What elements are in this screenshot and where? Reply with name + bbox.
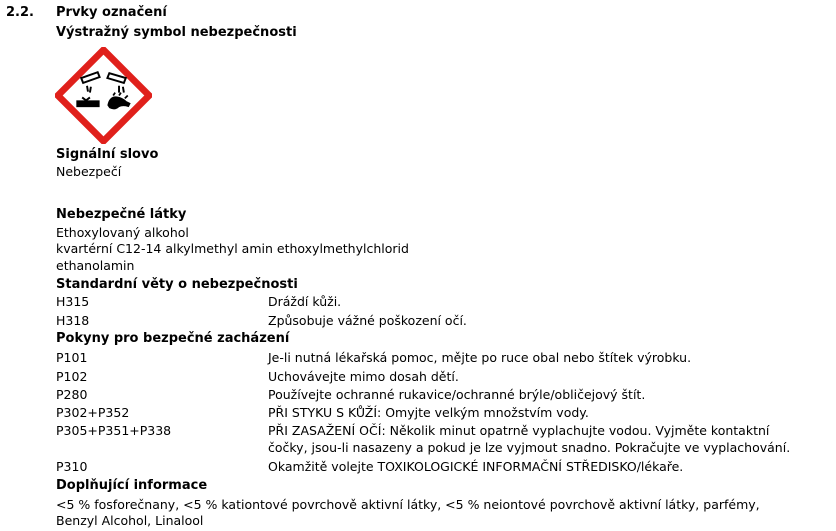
additional-heading: Doplňující informace [56, 478, 208, 493]
additional-text: Benzyl Alcohol, Linalool [56, 513, 204, 528]
hazard-code: H315 [56, 294, 90, 309]
precaution-code: P302+P352 [56, 405, 130, 420]
precaution-code: P310 [56, 459, 88, 474]
precaution-heading: Pokyny pro bezpečné zacházení [56, 331, 290, 346]
substance-item: kvartérní C12-14 alkylmethyl amin ethoxylmethylchlorid [56, 241, 409, 256]
precaution-code: P305+P351+P338 [56, 423, 172, 438]
precaution-code: P101 [56, 350, 88, 365]
precaution-text: Okamžitě volejte TOXIKOLOGICKÉ INFORMAČNÍ STŘEDISKO/lékaře. [268, 459, 684, 474]
substance-item: ethanolamin [56, 258, 135, 273]
precaution-text: Uchovávejte mimo dosah dětí. [268, 369, 459, 384]
additional-text: <5 % fosforečnany, <5 % kationtové povrchově aktivní látky, <5 % neiontové povrchově aktivní látky, parfémy, [56, 497, 760, 512]
section-title: Prvky označení [56, 5, 167, 20]
precaution-text: Je-li nutná lékařská pomoc, mějte po ruce obal nebo štítek výrobku. [268, 350, 692, 365]
precaution-text: Používejte ochranné rukavice/ochranné brýle/obličejový štít. [268, 387, 646, 402]
ghs05-corrosion-icon [55, 47, 152, 144]
section-number: 2.2. [6, 5, 34, 20]
substance-item: Ethoxylovaný alkohol [56, 225, 189, 240]
precaution-text: PŘI STYKU S KŮŽÍ: Omyjte velkým množstvím vody. [268, 405, 589, 420]
pictogram-heading: Výstražný symbol nebezpečnosti [56, 25, 297, 40]
precaution-code: P280 [56, 387, 88, 402]
hazard-heading: Standardní věty o nebezpečnosti [56, 277, 298, 292]
precaution-code: P102 [56, 369, 88, 384]
signal-heading: Signální slovo [56, 147, 159, 162]
hazard-code: H318 [56, 313, 90, 328]
substances-heading: Nebezpečné látky [56, 207, 187, 222]
hazard-text: Dráždí kůži. [268, 294, 342, 309]
signal-word: Nebezpečí [56, 164, 122, 179]
hazard-text: Způsobuje vážné poškození očí. [268, 313, 467, 328]
precaution-text: PŘI ZASAŽENÍ OČÍ: Několik minut opatrně vyplachujte vodou. Vyjměte kontaktní [268, 423, 770, 438]
precaution-text-continued: čočky, jsou-li nasazeny a pokud je lze vyjmout snadno. Pokračujte ve vyplachování. [268, 440, 791, 455]
